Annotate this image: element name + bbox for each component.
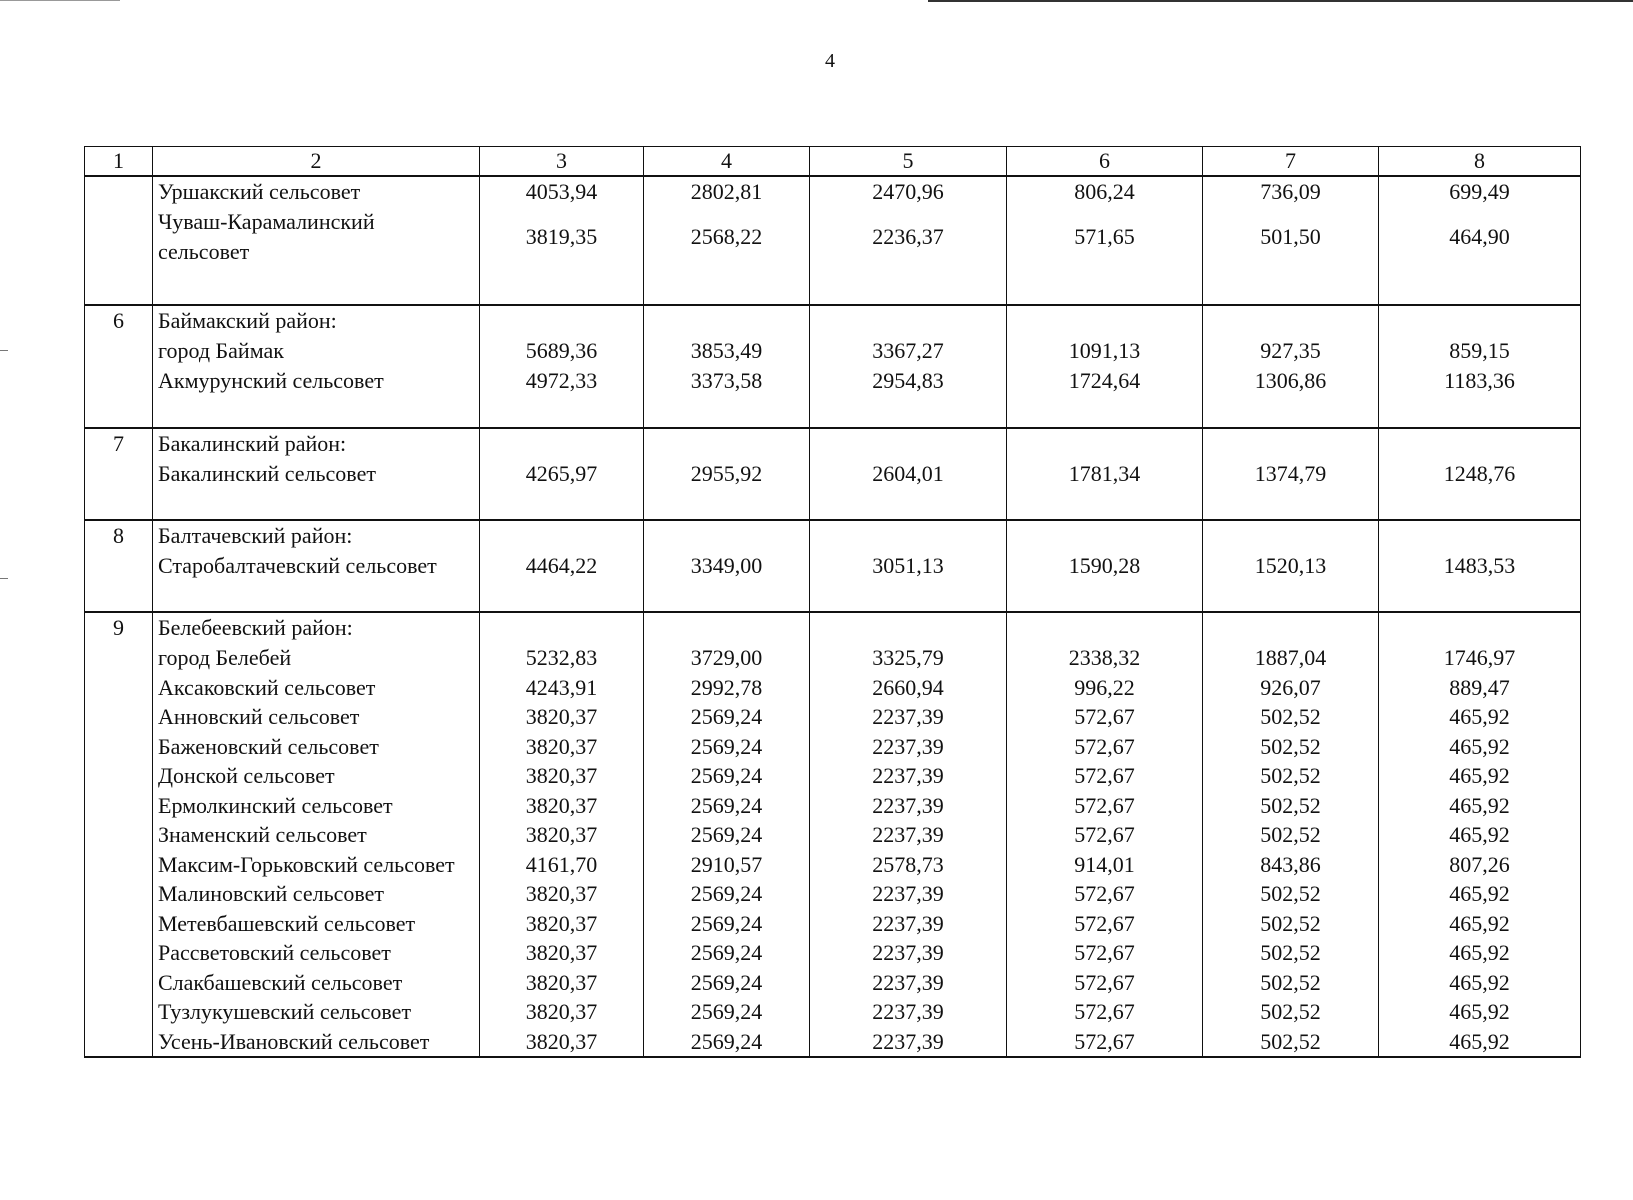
value: 572,67 [1074,999,1135,1024]
value: 3729,00 [690,645,763,670]
value: 465,92 [1449,1028,1510,1054]
table-group [85,428,1581,520]
value: 572,67 [1074,763,1135,788]
page-number: 4 [825,50,835,72]
value-cell [644,612,810,1057]
table-row [85,520,1581,612]
value: 3820,37 [525,999,598,1024]
value-cell [810,176,1007,305]
value: 465,92 [1449,822,1510,847]
value: 2569,24 [690,881,763,906]
settlement-name: город Белебей [158,645,292,670]
value: 2569,24 [690,910,763,936]
value-cell [1007,612,1203,1057]
table-group [85,520,1581,612]
value: 5689,36 [525,338,598,363]
value: 2237,39 [872,822,944,847]
value: 4243,91 [525,674,598,700]
value: 2569,24 [690,969,763,995]
value: 572,67 [1074,940,1135,965]
column-header-7: 7 [1203,147,1379,177]
row-number: 8 [113,523,124,548]
value: 859,15 [1449,338,1510,363]
row-number-cell [85,520,153,612]
value: 502,52 [1260,910,1321,936]
value-cell [1203,520,1379,612]
district-name: Баймакский район: [158,308,337,333]
value: 3819,35 [525,224,598,249]
value-cell [1203,176,1379,305]
value: 572,67 [1074,969,1135,995]
value: 502,52 [1260,881,1321,906]
top-edge-rule-right [928,0,1633,2]
column-header-2: 2 [153,147,480,177]
value-cell [644,520,810,612]
settlement-name: Баженовский сельсовет [158,733,379,759]
value: 3820,37 [525,792,598,818]
value: 807,26 [1449,851,1510,877]
row-number: 7 [113,431,124,456]
value: 465,92 [1449,763,1510,788]
settlement-name: Максим-Горьковский сельсовет [158,851,455,877]
value-cell [1379,176,1581,305]
value: 2569,24 [690,704,763,729]
value: 2954,83 [872,368,944,393]
value: 1781,34 [1068,461,1141,486]
value-cell [810,428,1007,520]
value: 2237,39 [872,792,944,818]
settlement-name: Аксаковский сельсовет [158,674,376,700]
table-header [85,147,1581,177]
value: 572,67 [1074,881,1135,906]
value: 2660,94 [872,674,944,700]
value: 465,92 [1449,704,1510,729]
settlement-name: Слакбашевский сельсовет [158,969,403,995]
value: 502,52 [1260,704,1321,729]
value-cell [810,612,1007,1057]
value: 502,52 [1260,763,1321,788]
value: 2992,78 [690,674,763,700]
value: 996,22 [1074,674,1135,700]
value: 889,47 [1449,674,1510,700]
settlement-name: Старобалтачевский сельсовет [158,553,437,578]
value-cell [1203,305,1379,428]
value: 3820,37 [525,969,598,995]
value: 2569,24 [690,940,763,965]
value: 502,52 [1260,999,1321,1024]
value-cell [810,305,1007,428]
value: 736,09 [1260,179,1321,204]
value: 571,65 [1074,224,1135,249]
value: 2237,39 [872,704,944,729]
value: 1520,13 [1254,553,1327,578]
value: 927,35 [1260,338,1321,363]
value: 3820,37 [525,881,598,906]
margin-mark [0,350,8,351]
value: 464,90 [1449,224,1510,249]
value-cell [480,612,644,1057]
settlement-name: Анновский сельсовет [158,704,360,729]
value: 3820,37 [525,910,598,936]
value: 1724,64 [1068,368,1141,393]
value: 806,24 [1074,179,1135,204]
value: 2604,01 [872,461,944,486]
table-group [85,305,1581,428]
settlement-names-cell [153,612,480,1057]
settlement-name: Знаменский сельсовет [158,822,367,847]
value-cell [1379,612,1581,1057]
value: 3373,58 [690,368,763,393]
value: 1248,76 [1443,461,1516,486]
value: 502,52 [1260,1028,1321,1054]
value: 2237,39 [872,969,944,995]
value-cell [480,176,644,305]
value: 2578,73 [872,851,944,877]
value-cell [1203,612,1379,1057]
value: 3349,00 [690,553,763,578]
value-cell [644,176,810,305]
value: 914,01 [1074,851,1135,877]
value: 2237,39 [872,763,944,788]
value: 3820,37 [525,763,598,788]
settlement-name: Метевбашевский сельсовет [158,910,416,936]
row-number-cell [85,305,153,428]
value: 3853,49 [690,338,763,363]
value: 2237,39 [872,1028,944,1054]
table-row [85,305,1581,428]
district-name: Бакалинский район: [158,431,347,456]
column-header-1: 1 [85,147,153,177]
value: 572,67 [1074,704,1135,729]
value: 2569,24 [690,999,763,1024]
value-cell [810,520,1007,612]
district-name: Балтачевский район: [158,523,353,548]
header-row [85,147,1581,177]
row-number-cell [85,428,153,520]
value: 1746,97 [1443,645,1516,670]
value: 572,67 [1074,733,1135,759]
table-row [85,428,1581,520]
value: 465,92 [1449,969,1510,995]
table-row [85,176,1581,305]
value: 502,52 [1260,969,1321,995]
value-cell [644,428,810,520]
value: 1374,79 [1254,461,1327,486]
value: 3820,37 [525,733,598,759]
value: 2237,39 [872,881,944,906]
column-header-3: 3 [480,147,644,177]
settlement-names-cell [153,176,480,305]
column-header-6: 6 [1007,147,1203,177]
settlement-name: Рассветовский сельсовет [158,940,391,965]
value-cell [1379,305,1581,428]
district-name: Белебеевский район: [158,615,353,640]
margin-mark [0,578,8,579]
value: 572,67 [1074,822,1135,847]
row-number: 6 [113,308,124,333]
settlement-name: Бакалинский сельсовет [158,461,376,486]
value: 465,92 [1449,733,1510,759]
settlement-names-cell [153,305,480,428]
value: 5232,83 [525,645,598,670]
table-group [85,176,1581,305]
value: 3820,37 [525,822,598,847]
rates-table [84,146,1581,1058]
settlement-name: Чуваш-Карамалинский сельсовет [158,209,375,264]
value: 2802,81 [690,179,763,204]
value: 2569,24 [690,792,763,818]
value-cell [1007,520,1203,612]
value: 3820,37 [525,940,598,965]
value: 465,92 [1449,940,1510,965]
settlement-name: Уршакский сельсовет [158,179,361,204]
value-cell [1007,428,1203,520]
value-cell [480,520,644,612]
value: 3820,37 [525,704,598,729]
value-cell [480,428,644,520]
value: 1183,36 [1444,368,1515,393]
value: 4161,70 [525,851,598,877]
settlement-name: Тузлукушевский сельсовет [158,999,412,1024]
value: 1483,53 [1443,553,1516,578]
settlement-name: Усень-Ивановский сельсовет [158,1028,430,1054]
value: 1306,86 [1254,368,1327,393]
value: 2236,37 [872,224,944,249]
value: 501,50 [1260,224,1321,249]
table-row [85,612,1581,1057]
value: 502,52 [1260,792,1321,818]
column-header-5: 5 [810,147,1007,177]
value: 3820,37 [525,1028,598,1054]
value: 2569,24 [690,763,763,788]
value: 1887,04 [1254,645,1327,670]
settlement-names-cell [153,428,480,520]
value: 2237,39 [872,940,944,965]
settlement-name: Акмурунский сельсовет [158,368,384,393]
value: 2470,96 [872,179,944,204]
column-header-8: 8 [1379,147,1581,177]
value: 1590,28 [1068,553,1141,578]
value: 2338,32 [1068,645,1141,670]
value: 572,67 [1074,910,1135,936]
value: 572,67 [1074,1028,1135,1054]
value: 2910,57 [690,851,763,877]
value: 465,92 [1449,999,1510,1024]
top-edge-rule-left [0,0,120,1]
value: 502,52 [1260,822,1321,847]
table-group [85,612,1581,1057]
value: 3325,79 [872,645,944,670]
value: 2237,39 [872,910,944,936]
value: 4265,97 [525,461,598,486]
value: 502,52 [1260,940,1321,965]
value: 4053,94 [525,179,598,204]
value-cell [480,305,644,428]
value-cell [1007,305,1203,428]
value: 2568,22 [690,224,763,249]
value: 2569,24 [690,1028,763,1054]
value-cell [644,305,810,428]
value-cell [1203,428,1379,520]
value: 2569,24 [690,733,763,759]
value: 502,52 [1260,733,1321,759]
value: 926,07 [1260,674,1321,700]
value: 2237,39 [872,999,944,1024]
value: 2237,39 [872,733,944,759]
value-cell [1007,176,1203,305]
value-cell [1379,428,1581,520]
value: 465,92 [1449,792,1510,818]
value: 4972,33 [525,368,598,393]
value: 1091,13 [1068,338,1141,363]
value: 699,49 [1449,179,1510,204]
row-number-cell [85,612,153,1057]
value: 2569,24 [690,822,763,847]
value: 843,86 [1260,851,1321,877]
settlement-name: Ермолкинский сельсовет [158,792,393,818]
settlement-name: город Баймак [158,338,284,363]
settlement-name: Донской сельсовет [158,763,335,788]
column-header-4: 4 [644,147,810,177]
row-number-cell [85,176,153,305]
value: 465,92 [1449,910,1510,936]
value: 2955,92 [690,461,763,486]
settlement-names-cell [153,520,480,612]
value: 465,92 [1449,881,1510,906]
value: 3051,13 [872,553,944,578]
value: 572,67 [1074,792,1135,818]
row-number: 9 [113,615,124,640]
settlement-name: Малиновский сельсовет [158,881,385,906]
value: 3367,27 [872,338,944,363]
value: 4464,22 [525,553,598,578]
value-cell [1379,520,1581,612]
